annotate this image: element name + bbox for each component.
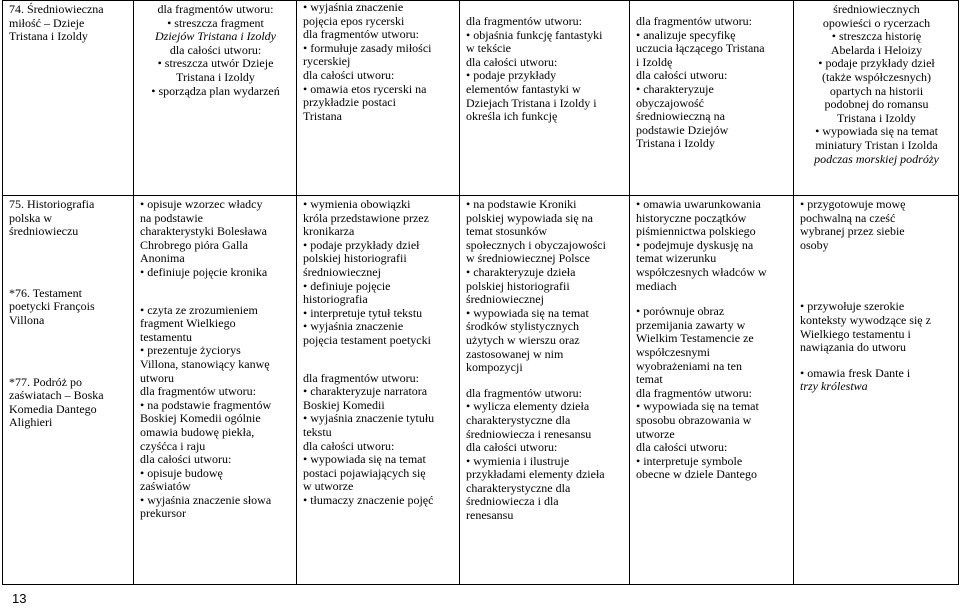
bullet-item-line: • wymienia obowiązki	[303, 198, 454, 212]
text-line: wyobrażeniami na ten	[636, 358, 742, 373]
spacer	[9, 239, 128, 251]
level-3-cell	[460, 1, 630, 196]
bullet-item-line: • porównuje obraz	[636, 305, 788, 319]
bullet-item-line: • wylicza elementy dzieła	[466, 400, 624, 414]
spacer	[9, 352, 128, 364]
text-line: Chrobrego pióra Galla	[140, 237, 248, 252]
bullet-item-line: • czyta ze zrozumieniem	[140, 304, 291, 318]
level-1-cell	[134, 196, 297, 585]
text-line: charakterystyki Bolesława	[140, 224, 267, 239]
text-line: współczesnymi	[636, 344, 710, 359]
text-line: rycerskiej	[303, 54, 351, 69]
level-4-cell	[630, 1, 794, 196]
text-line: w utworze	[303, 479, 354, 494]
text-line: Tristana i Izoldy	[636, 136, 715, 151]
text-line: średniowiecza i renesansu	[466, 426, 592, 441]
text-line: opartych na historii	[829, 83, 924, 98]
text-line: określa ich funkcję	[466, 109, 558, 124]
text-line: tekstu	[303, 424, 332, 439]
bullet-item-line: • wymienia i ilustruje	[466, 455, 624, 469]
text-line: średniowiecza i dla	[466, 494, 559, 509]
bullet-item-line: • interpretuje tytuł tekstu	[303, 307, 454, 321]
text-line: dla całości utworu:	[636, 68, 728, 83]
text-line: dla fragmentów utworu:	[466, 14, 582, 28]
bullet-item-line: • streszcza fragment	[140, 17, 291, 31]
bullet-item-line: • wypowiada się na temat	[636, 400, 788, 414]
bullet-item-line: • interpretuje symbole	[636, 455, 788, 469]
bullet-item-line: • definiuje pojęcie	[303, 280, 454, 294]
curriculum-table	[2, 0, 959, 585]
text-line: utworu	[140, 370, 174, 385]
text-line: społecznych i obyczajowości	[466, 237, 606, 252]
spacer	[9, 364, 128, 376]
text-line: zaświatów	[140, 479, 191, 494]
text-line: obyczajowość	[636, 95, 704, 110]
bullet-item-line: • wyjaśnia znaczenie tytułu	[303, 412, 454, 426]
text-line: polska w	[9, 210, 52, 225]
text-line: dla fragmentów utworu:	[140, 384, 256, 399]
text-line: polskiej wypowiada się na	[466, 210, 593, 225]
bullet-item-line: • tłumaczy znaczenie pojęć	[303, 494, 454, 508]
bullet-item-line: • prezentuje życiorys	[140, 344, 291, 358]
text-line: w tekście	[466, 41, 511, 56]
bullet-item-line: • omawia uwarunkowania	[636, 198, 788, 212]
bullet-item-line: • omawia fresk Dante i	[800, 367, 953, 381]
text-line: dla całości utworu:	[636, 440, 728, 455]
text-line: podczas morskiej podróży	[814, 151, 939, 166]
level-5-cell	[794, 1, 959, 196]
text-line: utworze	[636, 426, 675, 441]
text-line: opowieści o rycerzach	[822, 15, 931, 30]
text-line: *77. Podróż po	[9, 374, 82, 389]
text-line: w średniowiecznej Polsce	[466, 251, 590, 266]
bullet-item-line: • definiuje pojęcie kronika	[140, 266, 291, 280]
text-line: średniowiecznej	[303, 264, 381, 279]
spacer	[303, 348, 454, 360]
text-line: uczucia łączącego Tristana	[636, 41, 765, 56]
text-line: Boskiej Komedii ogólnie	[140, 411, 261, 426]
spacer	[800, 276, 953, 288]
spacer	[800, 355, 953, 367]
bullet-item-line: • wyjaśnia znaczenie	[303, 320, 454, 334]
text-line: Alighieri	[9, 415, 53, 430]
bullet-item-line: • wypowiada się na temat	[466, 307, 624, 321]
text-line: pojęcia testament poetycki	[303, 332, 431, 347]
text-line: testamentu	[140, 329, 192, 344]
bullet-item-line: • podejmuje dyskusję na	[636, 239, 788, 253]
text-line: podstawie Dziejów	[636, 122, 729, 137]
text-line: dla całości utworu:	[303, 438, 395, 453]
spacer	[140, 292, 291, 304]
text-line: Wielkiego testamentu i	[800, 326, 911, 341]
text-line: Komedia Dantego	[9, 401, 97, 416]
text-line: średniowieczu	[9, 224, 79, 239]
bullet-item-line: • na podstawie Kroniki	[466, 198, 624, 212]
text-line: Tristana i Izoldy	[837, 110, 916, 125]
text-line: przykładzie postaci	[303, 95, 396, 110]
text-line: miłość – Dzieje	[9, 15, 85, 30]
text-line: średniowiecznych	[833, 2, 920, 16]
text-line: polskiej historiografii	[466, 278, 570, 293]
spacer	[800, 252, 953, 264]
text-line: nawiązania do utworu	[800, 340, 906, 355]
text-line: dla fragmentów utworu:	[303, 370, 419, 385]
text-line: renesansu	[466, 508, 514, 523]
spacer	[9, 275, 128, 287]
table-row	[3, 1, 959, 196]
text-line: Abelarda i Heloizy	[830, 42, 923, 57]
text-line: dla fragmentów utworu:	[157, 2, 274, 16]
text-line: podobnej do romansu	[824, 97, 929, 112]
text-line: temat wizerunku	[636, 251, 717, 266]
bullet-item-line: • wyjaśnia znaczenie słowa	[140, 494, 291, 508]
text-line: dla całości utworu:	[169, 42, 262, 57]
text-line: trzy królestwa	[800, 379, 868, 394]
bullet-item-line: • streszcza historię	[800, 30, 953, 44]
bullet-item-line: • formułuje zasady miłości	[303, 42, 454, 56]
text-line: *76. Testament	[9, 285, 82, 300]
spacer	[9, 251, 128, 263]
text-line: Villona, stanowiący kanwę	[140, 356, 270, 371]
text-line: dla fragmentów utworu:	[303, 27, 419, 42]
text-line: historiografia	[303, 292, 368, 307]
text-line: współczesnych władców w	[636, 264, 767, 279]
level-3-cell	[460, 196, 630, 585]
text-line: dla całości utworu:	[140, 452, 232, 467]
bullet-item-line: • analizuje specyfikę	[636, 29, 788, 43]
bullet-item-line: • objaśnia funkcję fantastyki	[466, 29, 624, 43]
text-line: czyśćca i raju	[140, 438, 206, 453]
bullet-item-line: • charakteryzuje	[636, 83, 788, 97]
text-line: temat	[636, 372, 663, 387]
text-line: króla przedstawione przez	[303, 210, 429, 225]
lesson-topic-cell	[3, 196, 134, 585]
text-line: kompozycji	[466, 360, 523, 375]
level-5-cell	[794, 196, 959, 585]
text-line: wybranej przez siebie	[800, 224, 905, 239]
text-line: i Izoldę	[636, 54, 673, 69]
text-line: Villona	[9, 312, 45, 327]
bullet-item-line: • podaje przykłady	[466, 69, 624, 83]
text-line: mediach	[636, 278, 677, 293]
spacer	[466, 375, 624, 387]
text-line: użytych w wierszu oraz	[466, 332, 580, 347]
text-line: konteksty wywodzące się z	[800, 312, 931, 327]
level-2-cell	[297, 196, 460, 585]
lesson-topic-cell	[3, 1, 134, 196]
text-line: sposobu obrazowania w	[636, 412, 752, 427]
text-line: zaświatach – Boska	[9, 388, 104, 403]
bullet-item-line: • omawia etos rycerski na	[303, 83, 454, 97]
text-line: charakterystyczne dla	[466, 412, 571, 427]
bullet-item-line: • charakteryzuje narratora	[303, 385, 454, 399]
bullet-item-line: • wyjaśnia znaczenie	[303, 1, 454, 15]
text-line: dla fragmentów utworu:	[466, 385, 582, 400]
text-line: Anonima	[140, 251, 185, 266]
text-line: przykładami elementy dzieła	[466, 467, 605, 482]
level-4-cell	[630, 196, 794, 585]
text-line: Tristana i Izoldy	[176, 69, 255, 84]
text-line: 75. Historiografia	[9, 197, 95, 211]
text-line: 74. Średniowieczna	[9, 2, 104, 16]
spacer	[9, 328, 128, 340]
bullet-item-line: • podaje przykłady dzieł	[800, 57, 953, 71]
text-line: dla fragmentów utworu:	[636, 14, 752, 28]
text-line: Wielkim Testamencie ze	[636, 331, 754, 346]
text-line: prekursor	[140, 506, 186, 521]
text-line: pochwalną na cześć	[800, 210, 896, 225]
text-line: obecne w dziele Dantego	[636, 467, 757, 482]
text-line: omawia budowę piekła,	[140, 424, 255, 439]
text-line: (także współczesnych)	[822, 69, 931, 84]
bullet-item-line: • na podstawie fragmentów	[140, 399, 291, 413]
bullet-item-line: • opisuje budowę	[140, 467, 291, 481]
text-line: charakterystyczne dla	[466, 480, 571, 495]
text-line: średniowieczną na	[636, 109, 725, 124]
text-line: zastosowanej w nim	[466, 346, 564, 361]
bullet-item-line: • wypowiada się na temat	[800, 125, 953, 139]
text-line: miniatury Tristan i Izolda	[815, 137, 938, 152]
spacer	[800, 264, 953, 276]
spacer	[9, 263, 128, 275]
text-line: Boskiej Komedii	[303, 397, 385, 412]
spacer	[140, 280, 291, 292]
text-line: środków stylistycznych	[466, 319, 579, 334]
bullet-item-line: • streszcza utwór Dzieje	[140, 57, 291, 71]
text-line: poetycki François	[9, 299, 95, 314]
text-line: fragment Wielkiego	[140, 316, 236, 331]
bullet-item-line: • przygotowuje mowę	[800, 198, 953, 212]
text-line: Tristana i Izoldy	[9, 29, 88, 44]
text-line: postaci pojawiających się	[303, 465, 426, 480]
level-1-cell	[134, 1, 297, 196]
table-row	[3, 196, 959, 585]
bullet-item-line: • wypowiada się na temat	[303, 453, 454, 467]
text-line: pojęcia epos rycerski	[303, 13, 405, 28]
text-line: dla fragmentów utworu:	[636, 385, 752, 400]
text-line: na podstawie	[140, 210, 203, 225]
bullet-item-line: • podaje przykłady dzieł	[303, 239, 454, 253]
text-line: osoby	[800, 237, 829, 252]
text-line: dla całości utworu:	[466, 54, 558, 69]
text-line: temat stosunków	[466, 224, 547, 239]
bullet-item-line: • sporządza plan wydarzeń	[140, 85, 291, 99]
spacer	[9, 340, 128, 352]
text-line: Tristana	[303, 108, 342, 123]
text-line: historyczne początków	[636, 210, 747, 225]
text-line: dla całości utworu:	[466, 440, 558, 455]
text-line: przemijania zawarty w	[636, 317, 746, 332]
text-line: kronikarza	[303, 224, 355, 239]
bullet-item-line: • przywołuje szerokie	[800, 300, 953, 314]
text-line: Dziejach Tristana i Izoldy i	[466, 95, 597, 110]
text-line: dla całości utworu:	[303, 67, 395, 82]
text-line: piśmiennictwa polskiego	[636, 224, 756, 239]
page-number: 13	[12, 591, 27, 606]
bullet-item-line: • charakteryzuje dzieła	[466, 266, 624, 280]
text-line: polskiej historiografii	[303, 251, 407, 266]
level-2-cell	[297, 1, 460, 196]
text-line: Dziejów Tristana i Izoldy	[154, 29, 276, 44]
bullet-item-line: • opisuje wzorzec władcy	[140, 198, 291, 212]
text-line: średniowiecznej	[466, 292, 544, 307]
text-line: elementów fantastyki w	[466, 81, 581, 96]
spacer	[303, 360, 454, 372]
